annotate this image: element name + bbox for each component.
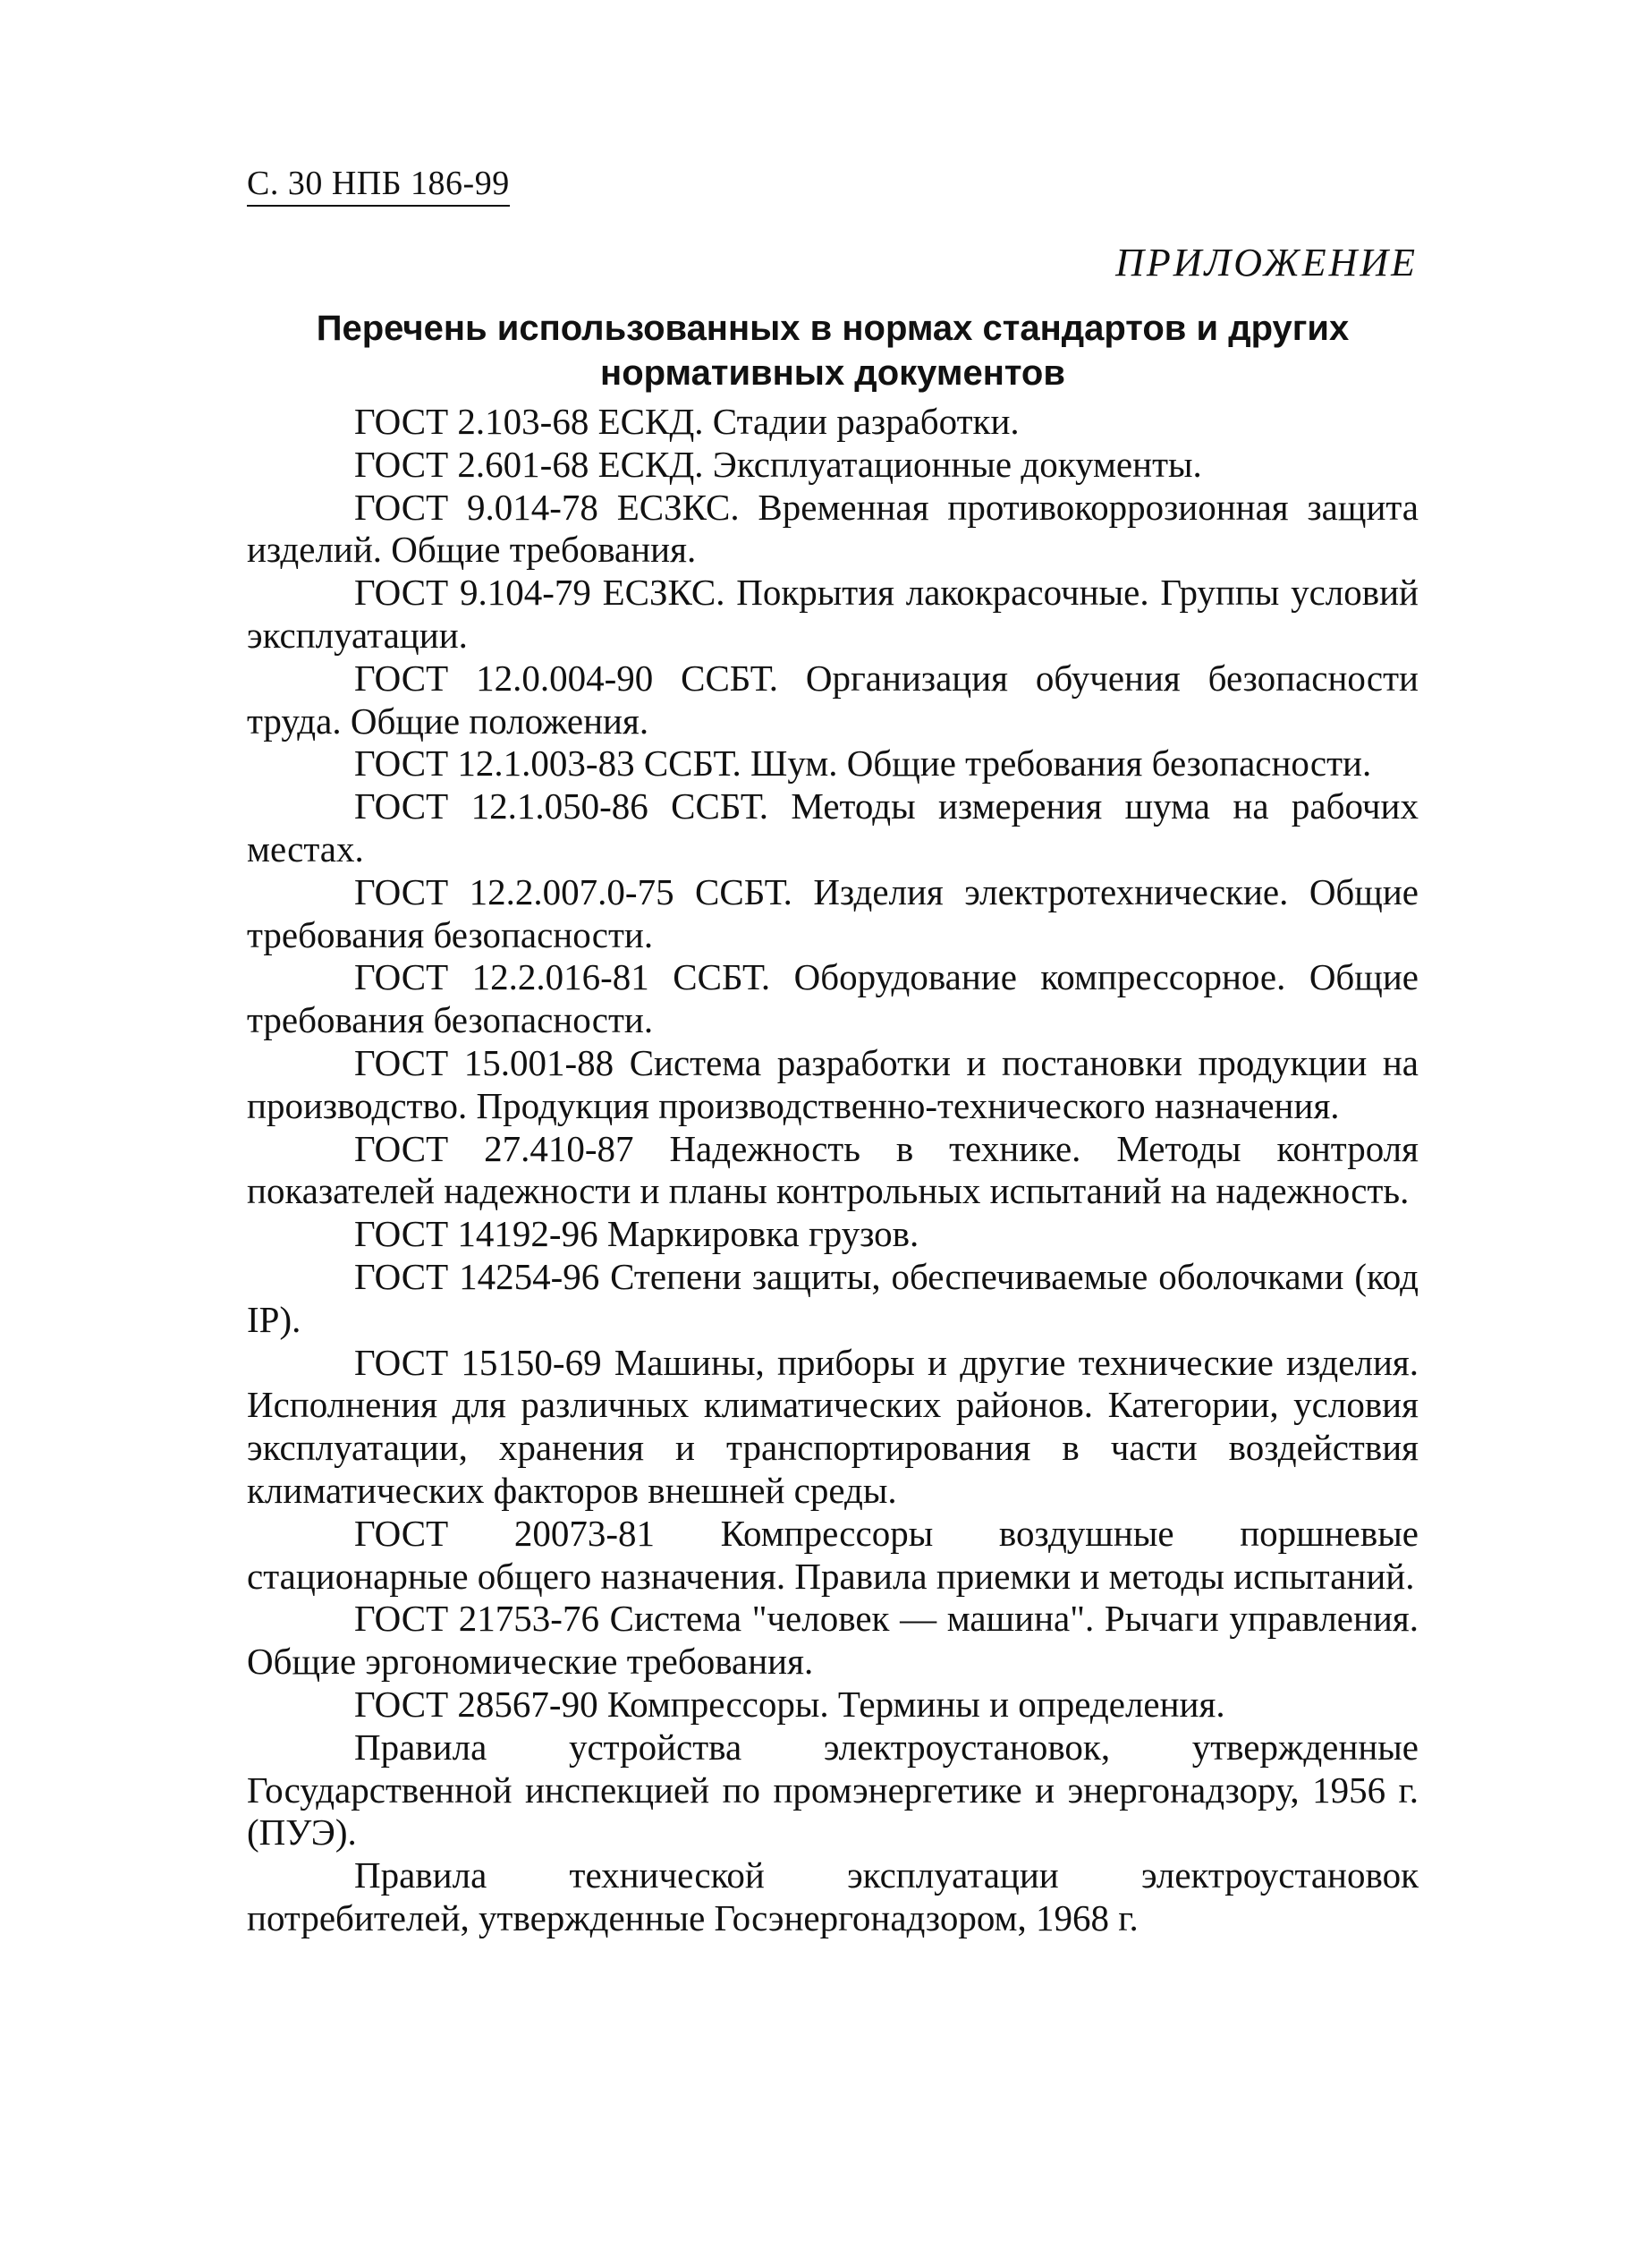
reference-item: ГОСТ 14254-96 Степени защиты, обеспечиваемые оболочками (код IP). [247,1255,1419,1340]
reference-item: ГОСТ 9.104-79 ЕСЗКС. Покрытия лакокрасочные. Группы условий эксплуатации. [247,572,1419,656]
reference-item: ГОСТ 2.103-68 ЕСКД. Стадии разработки. [354,401,1020,442]
reference-item: ГОСТ 12.0.004-90 ССБТ. Организация обучения безопасности труда. Общие положения. [247,657,1419,742]
reference-item: ГОСТ 20073-81 Компрессоры воздушные поршневые стационарные общего назначения. Правила приемки и методы испытаний. [247,1512,1419,1597]
reference-item: ГОСТ 28567-90 Компрессоры. Термины и определения. [354,1683,1225,1725]
reference-item: Правила технической эксплуатации электроустановок потребителей, утвержденные Госэнергонадзором, 1968 г. [247,1854,1419,1938]
reference-item: ГОСТ 12.1.050-86 ССБТ. Методы измерения шума на рабочих местах. [247,785,1419,870]
document-title [247,306,1419,395]
document-title-line-2: нормативных документов [600,353,1065,393]
reference-item: ГОСТ 12.1.003-83 ССБТ. Шум. Общие требования безопасности. [354,742,1372,785]
reference-item: ГОСТ 15150-69 Машины, приборы и другие технические изделия. Исполнения для различных климатических районов. Категории, условия эксплуатации, хранения и транспортирования в части воздействия климатических факторов внешней среды. [247,1341,1419,1511]
reference-item: ГОСТ 12.2.007.0-75 ССБТ. Изделия электротехнические. Общие требования безопасности. [247,870,1419,955]
page-header: С. 30 НПБ 186-99 [247,163,510,207]
reference-item: ГОСТ 14192-96 Маркировка грузов. [354,1213,919,1255]
document-title-line-1: Перечень использованных в нормах стандартов и других [316,309,1350,348]
reference-item: Правила устройства электроустановок, утвержденные Государственной инспекцией по промэнергетике и энергонадзору, 1956 г. (ПУЭ). [247,1726,1419,1854]
reference-item: ГОСТ 27.410-87 Надежность в технике. Методы контроля показателей надежности и планы контрольных испытаний на надежность. [247,1127,1419,1212]
reference-item: ГОСТ 21753-76 Система "человек — машина". Рычаги управления. Общие эргономические требования. [247,1598,1419,1683]
reference-item: ГОСТ 2.601-68 ЕСКД. Эксплуатационные документы. [354,443,1202,485]
reference-item: ГОСТ 9.014-78 ЕСЗКС. Временная противокоррозионная защита изделий. Общие требования. [247,486,1419,571]
reference-item: ГОСТ 12.2.016-81 ССБТ. Оборудование компрессорное. Общие требования безопасности. [247,956,1419,1041]
appendix-label: ПРИЛОЖЕНИЕ [1115,241,1418,284]
reference-item: ГОСТ 15.001-88 Система разработки и постановки продукции на производство. Продукция производственно-технического назначения. [247,1041,1419,1126]
reference-list [247,401,1419,1940]
